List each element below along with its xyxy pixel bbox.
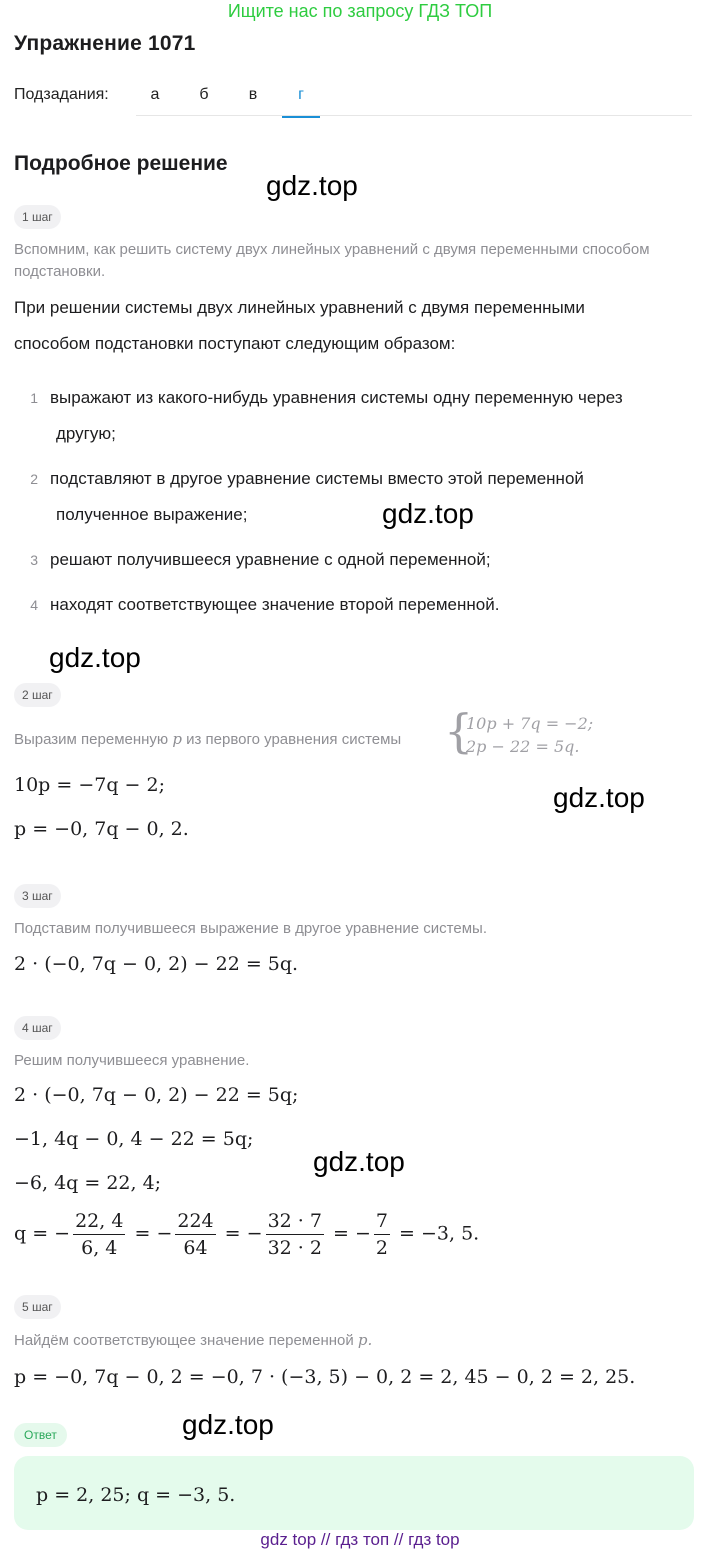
step-intro [14, 1329, 694, 1352]
math-line: −6, 4q = 22, 4; [14, 1172, 162, 1194]
step-badge: 2 шаг [14, 683, 61, 707]
fraction [175, 1210, 215, 1259]
denominator: 64 [183, 1237, 208, 1259]
numerator: 22, 4 [73, 1210, 125, 1235]
list-item: полученное выражение; [56, 505, 248, 524]
math-line: 10p = −7q − 2; [14, 774, 165, 796]
step-badge: 4 шаг [14, 1016, 61, 1040]
math-line: −1, 4q − 0, 4 − 22 = 5q; [14, 1128, 254, 1150]
math-line: 2 · (−0, 7q − 0, 2) − 22 = 5q. [14, 953, 299, 975]
answer-badge: Ответ [14, 1423, 67, 1447]
page-title: Упражнение 1071 [14, 32, 196, 55]
list-item: находят соответствующее значение второй переменной. [50, 595, 500, 614]
q-rhs: = −3, 5. [399, 1222, 480, 1245]
math-fraction-line: q = − $\frac{22, 4}{6, 4}$ = − $\frac{224}{64}$ = − $\frac{32 \cdot 7}{32 \cdot 2}$ = − $\frac{7}{2}$ = −3, 5. [14, 1210, 480, 1259]
numerator: 32 · 7 [266, 1210, 324, 1235]
watermark: gdz.top [266, 170, 358, 201]
denominator: 6, 4 [81, 1237, 118, 1259]
math-line: p = −0, 7q − 0, 2. [14, 818, 189, 840]
system-eq-1: 10p + 7q = −2; [466, 714, 594, 733]
step-intro: Подставим получившееся выражение в другое уравнение системы. [14, 920, 487, 937]
system-eq-2: 2p − 22 = 5q. [466, 737, 580, 756]
section-title: Подробное решение [14, 152, 228, 175]
watermark: gdz.top [49, 642, 141, 673]
intro-text: Выразим переменную [14, 731, 173, 748]
watermark: gdz.top [182, 1409, 274, 1440]
fraction [266, 1210, 324, 1259]
list-item: выражают из какого-нибудь уравнения системы одну переменную через [50, 388, 623, 407]
tab-b[interactable]: б [199, 86, 209, 103]
step-badge: 1 шаг [14, 205, 61, 229]
q-lhs: q = − [14, 1222, 71, 1245]
brace-icon: { [444, 704, 474, 758]
step-text: способом подстановки поступают следующим образом: [14, 334, 456, 353]
watermark: gdz.top [313, 1146, 405, 1177]
tab-v[interactable]: в [248, 86, 258, 103]
list-number: 4 [30, 597, 38, 613]
fraction [73, 1210, 125, 1259]
watermark: gdz.top [382, 498, 474, 529]
list-item: подставляют в другое уравнение системы вместо этой переменной [50, 469, 584, 488]
list-item: другую; [56, 424, 116, 443]
list-number: 2 [30, 471, 38, 487]
answer-box [14, 1456, 694, 1530]
list-number: 1 [30, 390, 38, 406]
fraction [374, 1210, 390, 1259]
step-intro: Вспомним, как решить систему двух линейных уравнений с двумя переменными способом подстановки. [14, 241, 650, 280]
math-line: p = −0, 7q − 0, 2 = −0, 7 · (−3, 5) − 0, 2 = 2, 45 − 0, 2 = 2, 25. [14, 1366, 636, 1388]
tab-g[interactable]: г [282, 86, 320, 118]
intro-text: из первого уравнения системы [181, 731, 402, 748]
math-line: 2 · (−0, 7q − 0, 2) − 22 = 5q; [14, 1084, 299, 1106]
step-badge: 5 шаг [14, 1295, 61, 1319]
footer-links[interactable]: gdz top // гдз топ // гдз top [260, 1530, 460, 1549]
step-intro [14, 728, 454, 751]
watermark: gdz.top [553, 782, 645, 813]
intro-variable: p [172, 730, 182, 748]
list-number: 3 [30, 552, 38, 568]
answer-text: p = 2, 25; q = −3, 5. [36, 1484, 236, 1506]
intro-text: Найдём соответствующее значение переменной [14, 1332, 358, 1349]
denominator: 32 · 2 [267, 1237, 322, 1259]
numerator: 224 [175, 1210, 215, 1235]
denominator: 2 [375, 1237, 388, 1259]
step-intro: Решим получившееся уравнение. [14, 1052, 250, 1069]
search-banner: Ищите нас по запросу ГДЗ ТОП [227, 1, 493, 21]
numerator: 7 [374, 1210, 390, 1235]
intro-variable: p. [357, 1331, 373, 1349]
subtasks-label: Подзадания: [14, 86, 109, 103]
step-text: При решении системы двух линейных уравнений с двумя переменными [14, 298, 585, 317]
tab-a[interactable]: а [150, 86, 160, 103]
step-badge: 3 шаг [14, 884, 61, 908]
list-item: решают получившееся уравнение с одной переменной; [50, 550, 491, 569]
